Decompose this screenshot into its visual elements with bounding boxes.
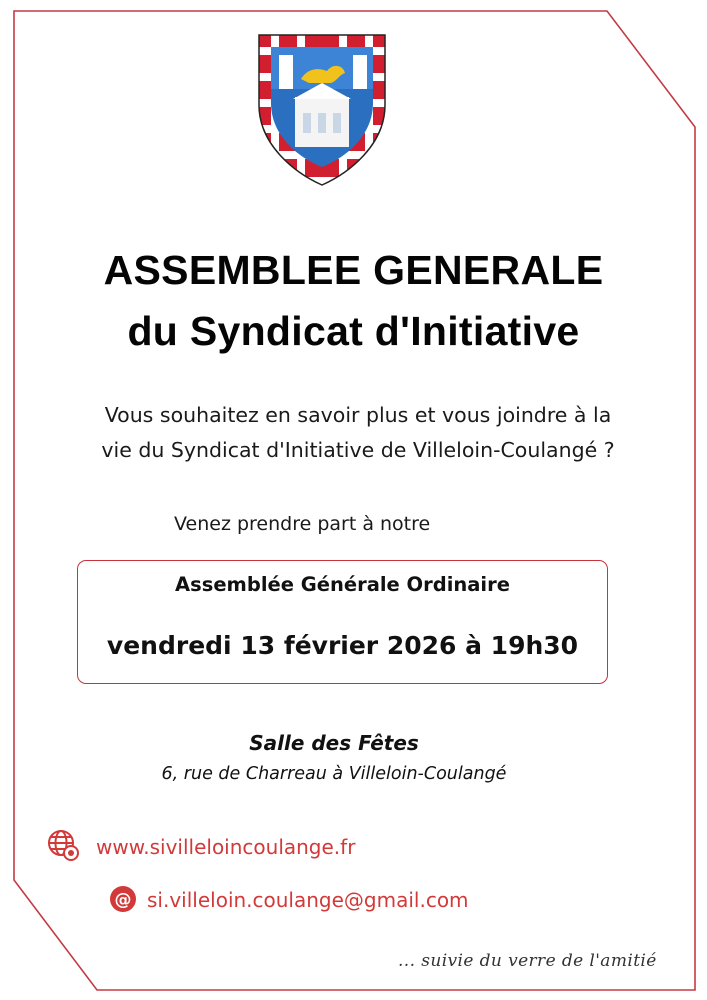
email-link[interactable]: si.villeloin.coulange@gmail.com [147,888,469,912]
venue-name: Salle des Fêtes [249,731,419,755]
intro-line-1: Vous souhaitez en savoir plus et vous joindre à la [104,403,612,427]
footer-note: ... suivie du verre de l'amitié [398,951,657,971]
invite-text: Venez prendre part à notre [174,513,431,535]
page-subtitle: du Syndicat d'Initiative [127,308,580,354]
coat-of-arms-icon [257,33,387,187]
page-title: ASSEMBLEE GENERALE [103,247,604,293]
intro-line-2: vie du Syndicat d'Initiative de Villeloin-Coulangé ? [101,438,615,462]
globe-icon [46,828,80,862]
intro-text [28,398,688,468]
event-name: Assemblée Générale Ordinaire [175,573,510,596]
event-datetime: vendredi 13 février 2026 à 19h30 [106,631,579,660]
event-box [77,560,608,684]
website-link[interactable]: www.sivilleloincoulange.fr [96,835,356,859]
svg-text:@: @ [114,890,132,910]
at-sign-icon [108,884,138,914]
venue-address: 6, rue de Charreau à Villeloin-Coulangé [161,764,507,784]
